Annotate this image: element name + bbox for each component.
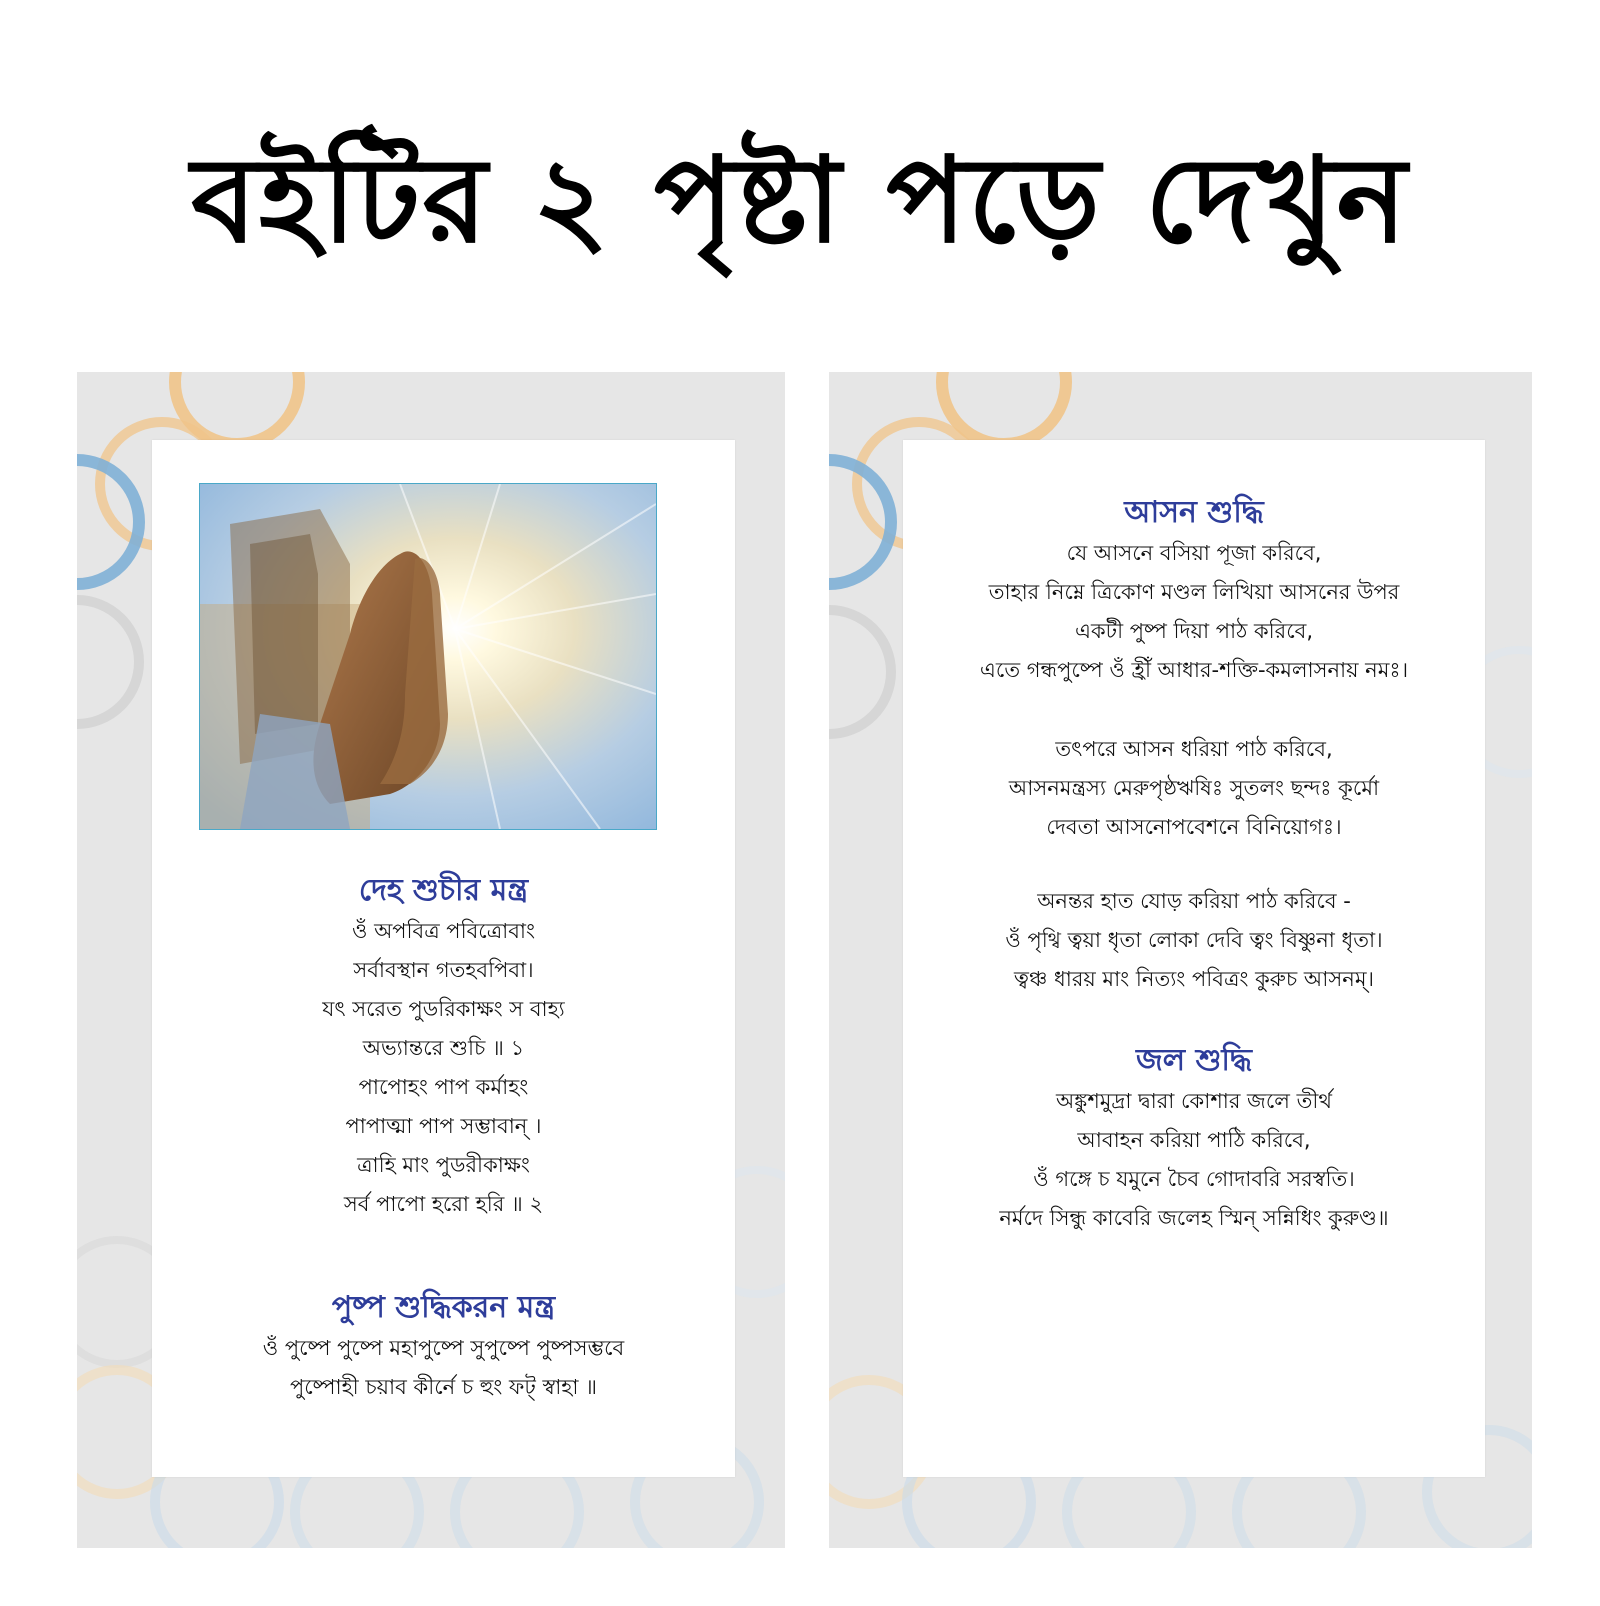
mantra-line: নর্মদে সিন্ধু কাবেরি জলেহ স্মিন্ সন্নিধিং কুরুণ্ড॥: [999, 1206, 1389, 1230]
right-page: [829, 372, 1532, 1548]
pushpa-shuddhi-section: [152, 1287, 735, 1407]
jala-shuddhi-section: [903, 1040, 1485, 1238]
section-heading: দেহ শুচীর মন্ত্র: [358, 873, 529, 908]
mantra-line: সর্ব পাপো হরো হরি ॥ ২: [343, 1192, 544, 1216]
left-card: [152, 440, 735, 1477]
mantra-line: অনন্তর হাত যোড় করিয়া পাঠ করিবে -: [1037, 889, 1351, 913]
mantra-line: তাহার নিম্নে ত্রিকোণ মণ্ডল লিখিয়া আসনের উপর: [988, 580, 1400, 604]
mantra-line: সর্বাবস্থান গতহবপিবা।: [353, 958, 534, 982]
mantra-line: অভ্যান্তরে শুচি ॥ ১: [362, 1036, 525, 1060]
mantra-line: ওঁ অপবিত্র পবিত্রোবাং: [351, 919, 536, 943]
section-heading: আসন শুদ্ধি: [1124, 495, 1264, 530]
mantra-line: একটী পুষ্প দিয়া পাঠ করিবে,: [1074, 619, 1314, 643]
praying-hands-icon: [200, 484, 656, 829]
praying-hands-light-image: [199, 483, 657, 830]
mantra-line: পাপাত্মা পাপ সম্ভাবান্ ।: [345, 1114, 542, 1138]
mantra-line: ওঁ পুষ্পে পুষ্পে মহাপুষ্পে সুপুষ্পে পুষ্পসম্ভবে: [262, 1336, 625, 1360]
mantra-line: পাপোহং পাপ কর্মাহং: [358, 1075, 529, 1099]
mantra-line: যে আসনে বসিয়া পূজা করিবে,: [1066, 541, 1322, 565]
mantra-line: ওঁ পৃথ্বি ত্বয়া ধৃতা লোকা দেবি ত্বং বিষ্ণুনা ধৃতা।: [1005, 928, 1383, 952]
mantra-line: আবাহন করিয়া পাঠি করিবে,: [1077, 1128, 1311, 1152]
section-heading: পুষ্প শুদ্ধিকরন মন্ত্র: [331, 1290, 556, 1325]
mantra-line: আসনমন্ত্রস্য মেরুপৃষ্ঠঋষিঃ সুতলং ছন্দঃ কূর্মো: [1008, 776, 1380, 800]
headline: বইটির ২ পৃষ্টা পড়ে দেখুন: [191, 131, 1409, 269]
mantra-line: পুষ্পোহী চয়াব কীর্নে চ হুং ফট্ স্বাহা ॥: [289, 1375, 597, 1399]
asana-mantra-section: [903, 730, 1485, 847]
deha-shuchi-section: [152, 870, 735, 1224]
mantra-line: এতে গন্ধপুষ্পে ওঁ হ্রীঁ আধার-শক্তি-কমলাসনায় নমঃ।: [979, 658, 1409, 682]
prithvi-mantra-section: [903, 882, 1485, 999]
mantra-line: যৎ সরেত পুডরিকাক্ষং স বাহ্য: [322, 997, 565, 1021]
mantra-line: তৎপরে আসন ধরিয়া পাঠ করিবে,: [1055, 737, 1333, 761]
mantra-line: দেবতা আসনোপবেশনে বিনিয়োগঃ।: [1046, 815, 1342, 839]
mantra-line: ত্রাহি মাং পুডরীকাক্ষং: [357, 1153, 530, 1177]
section-heading: জল শুদ্ধি: [1135, 1043, 1253, 1078]
asana-shuddhi-section: [903, 492, 1485, 690]
left-page: [77, 372, 785, 1548]
mantra-line: অঙ্কুশমুদ্রা দ্বারা কোশার জলে তীর্থ: [1056, 1089, 1332, 1113]
mantra-line: ত্বঞ্চ ধারয় মাং নিত্যং পবিত্রং কুরুচ আসনম্।: [1014, 967, 1374, 991]
mantra-line: ওঁ গঙ্গে চ যমুনে চৈব গোদাবরি সরস্বতি।: [1033, 1167, 1355, 1191]
right-card: [903, 440, 1485, 1477]
